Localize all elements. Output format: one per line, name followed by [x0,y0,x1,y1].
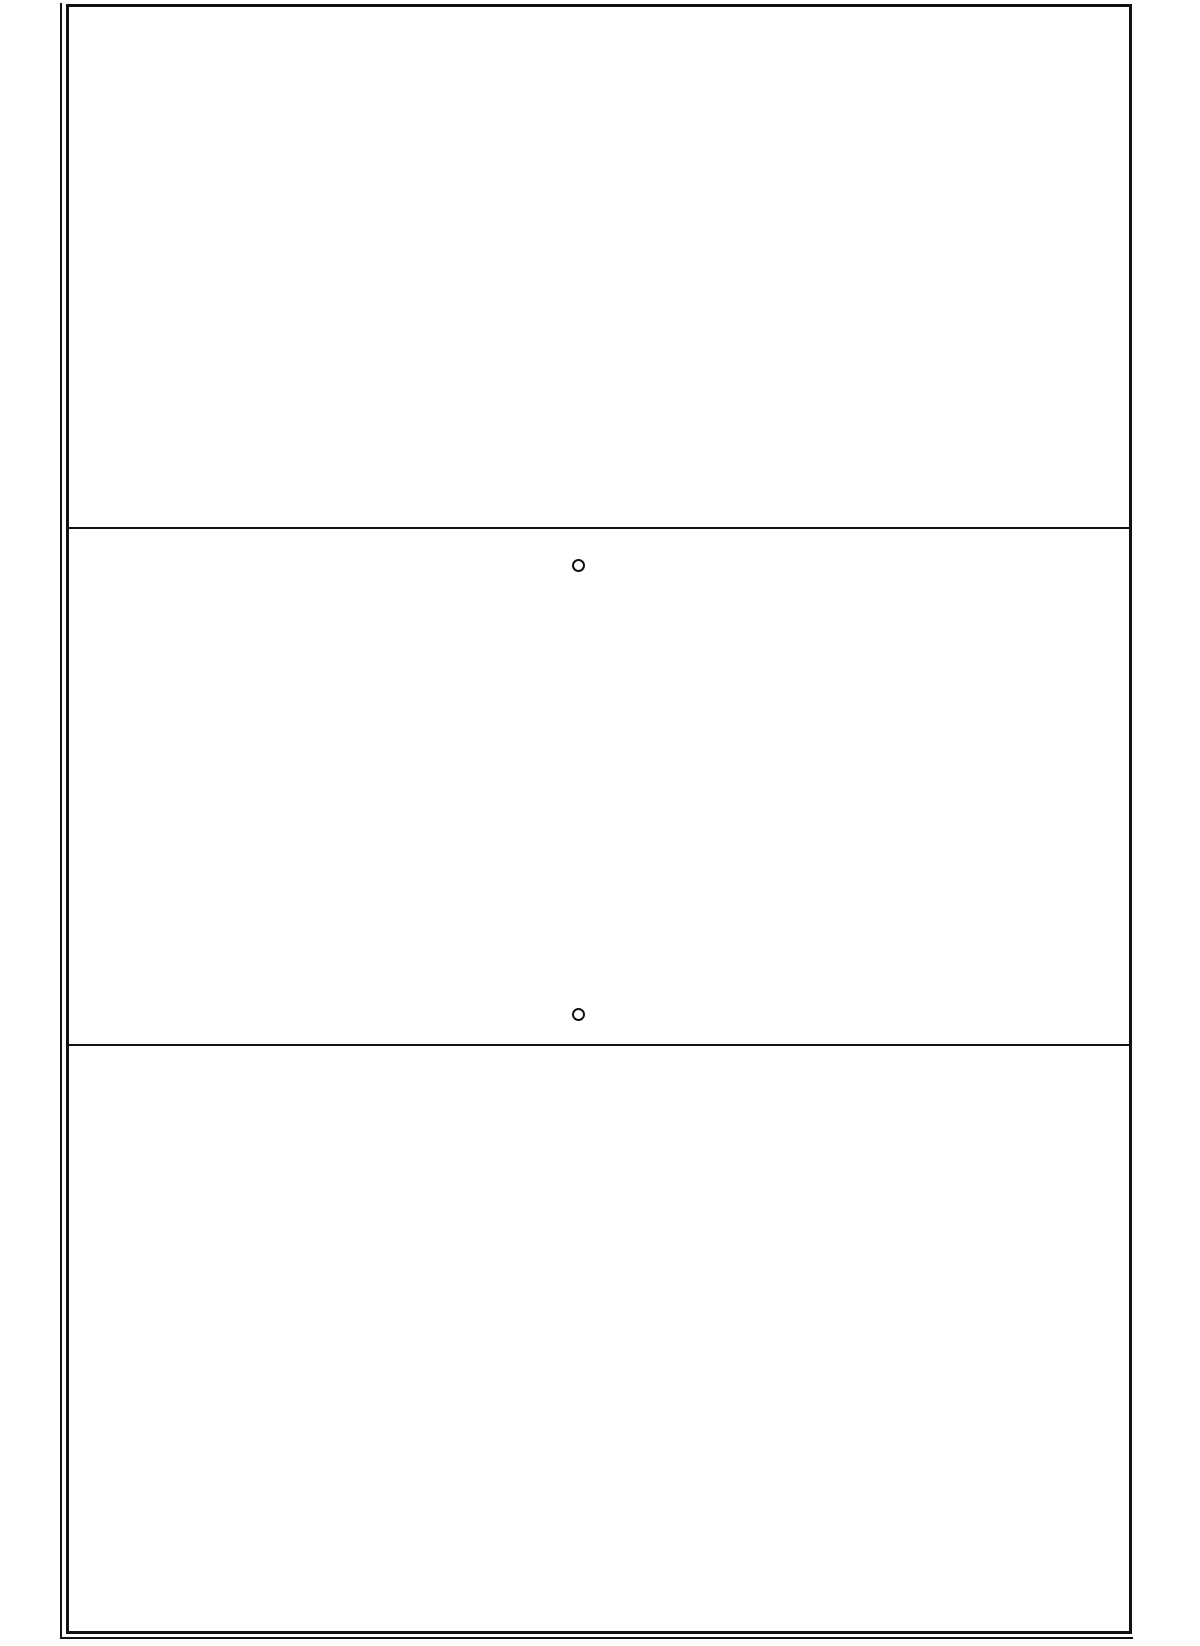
panel-top [69,7,1129,527]
circle-mark [572,559,585,572]
page-frame [66,4,1132,1634]
circle-mark [572,1008,585,1021]
panel-bottom [69,1046,1129,1631]
panel-middle [69,529,1129,1044]
